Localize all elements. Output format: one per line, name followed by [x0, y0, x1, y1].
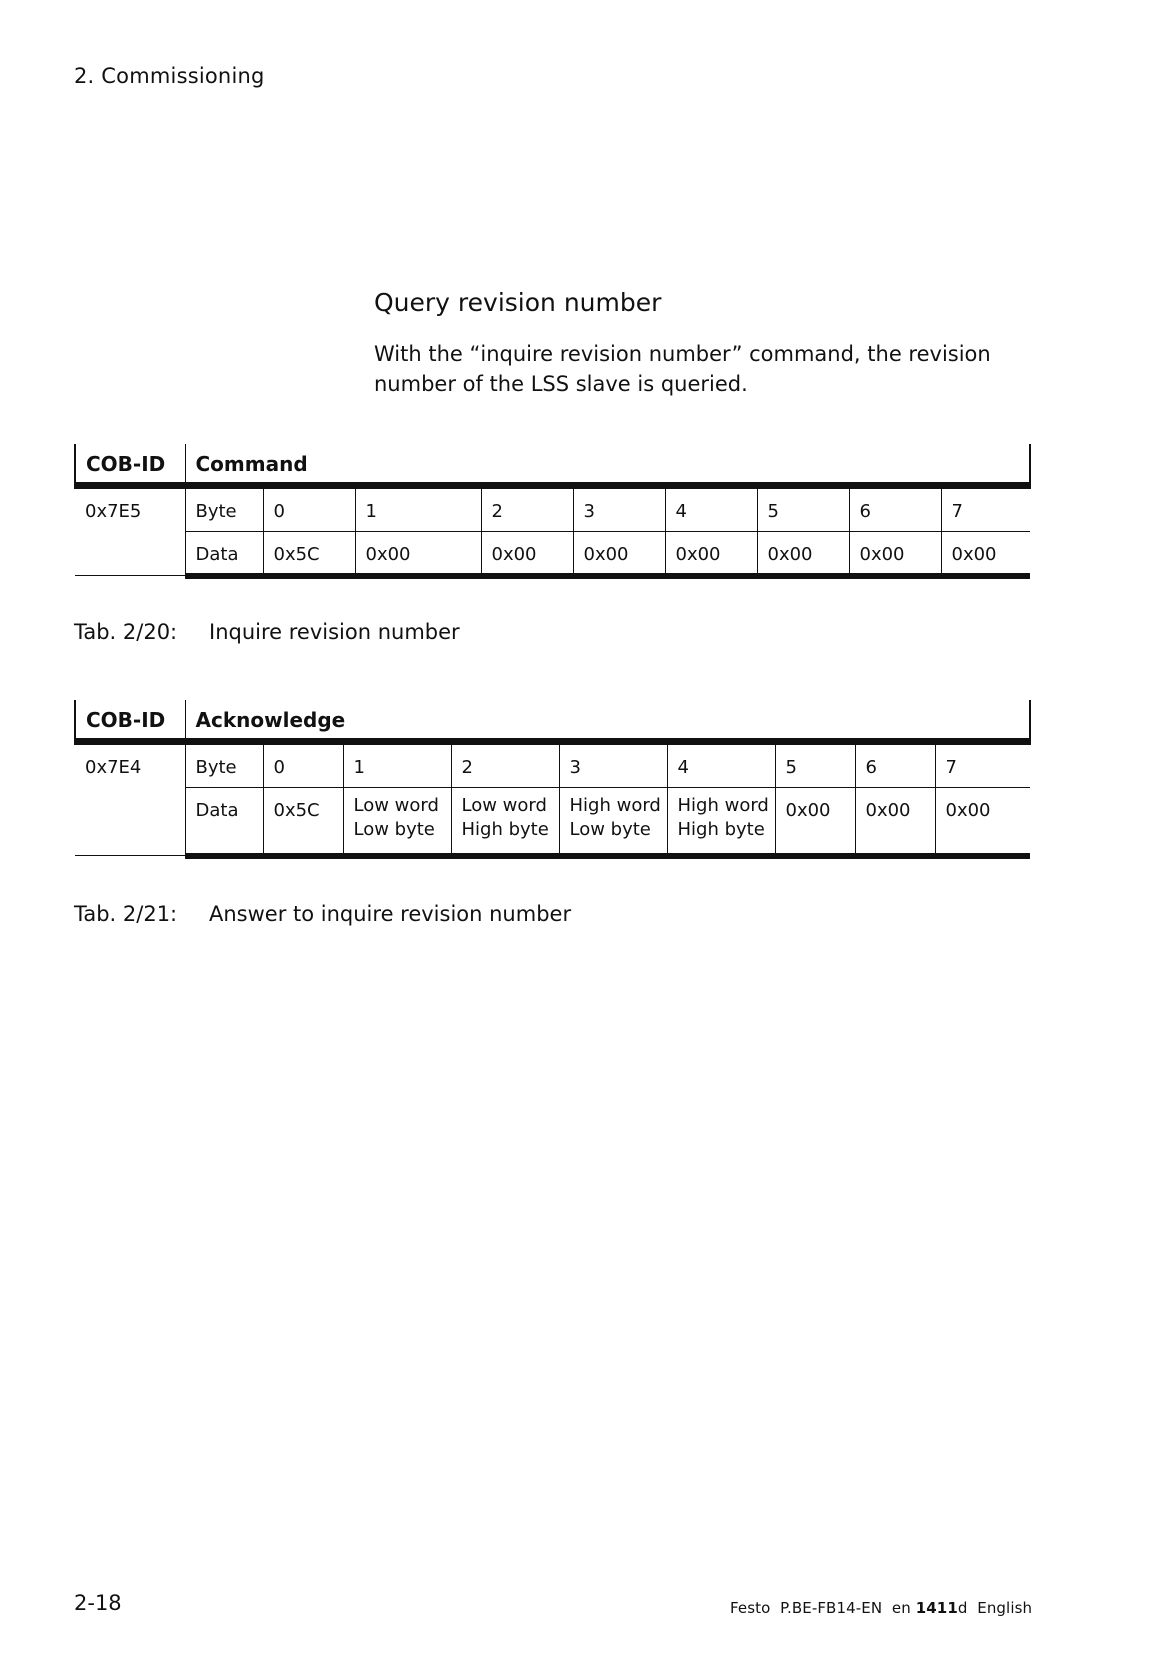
row-label-byte: Byte — [185, 742, 263, 788]
data-value — [775, 788, 855, 856]
footer-doc-info — [730, 1599, 1032, 1617]
data-value — [855, 788, 935, 856]
data-value: 0x00 — [355, 532, 481, 576]
byte-index: 2 — [481, 486, 573, 532]
byte-index: 0 — [263, 486, 355, 532]
row-label-data: Data — [185, 788, 263, 856]
byte-index: 2 — [451, 742, 559, 788]
byte-index: 5 — [775, 742, 855, 788]
caption-number: Tab. 2/21: — [74, 902, 178, 926]
caption-number: Tab. 2/20: — [74, 620, 178, 644]
data-value: 0x00 — [757, 532, 849, 576]
version-suffix: d — [957, 1599, 968, 1617]
version-number: 1411 — [915, 1599, 958, 1617]
data-line: Low byte — [569, 819, 651, 840]
byte-index: 3 — [573, 486, 665, 532]
byte-index: 7 — [935, 742, 1030, 788]
col-cob-id: COB-ID — [75, 700, 185, 742]
data-line: High word — [569, 795, 661, 816]
data-value — [263, 788, 343, 856]
data-value: 0x00 — [665, 532, 757, 576]
data-line: High byte — [461, 819, 549, 840]
row-label-byte: Byte — [185, 486, 263, 532]
byte-index: 4 — [667, 742, 775, 788]
data-value — [451, 788, 559, 856]
data-line: High word — [677, 795, 769, 816]
data-value: 0x00 — [941, 532, 1030, 576]
data-value: 0x00 — [849, 532, 941, 576]
table-header-row — [75, 444, 1030, 486]
col-cob-id: COB-ID — [75, 444, 185, 486]
doc-id: P.BE-FB14-EN — [780, 1599, 883, 1617]
publisher: Festo — [730, 1599, 771, 1617]
col-command: Command — [185, 444, 1030, 486]
data-line: 0x00 — [865, 800, 911, 821]
cob-id-value: 0x7E5 — [75, 486, 185, 576]
byte-index: 5 — [757, 486, 849, 532]
data-value: 0x5C — [263, 532, 355, 576]
table-caption — [74, 620, 460, 644]
command-table — [74, 444, 1031, 579]
data-value: 0x00 — [481, 532, 573, 576]
table-row-data — [75, 788, 1030, 856]
acknowledge-table — [74, 700, 1031, 859]
byte-index: 3 — [559, 742, 667, 788]
data-line: 0x00 — [945, 800, 991, 821]
intro-paragraph: With the “inquire revision number” command, the revision number of the LSS slave is queried. — [374, 342, 991, 396]
data-line: High byte — [677, 819, 765, 840]
byte-index: 6 — [855, 742, 935, 788]
byte-index: 1 — [343, 742, 451, 788]
cob-id-value: 0x7E4 — [75, 742, 185, 856]
row-label-data: Data — [185, 532, 263, 576]
caption-text: Answer to inquire revision number — [209, 902, 572, 926]
data-line: Low word — [353, 795, 439, 816]
byte-index: 0 — [263, 742, 343, 788]
table-caption — [74, 902, 571, 926]
data-value — [559, 788, 667, 856]
col-acknowledge: Acknowledge — [185, 700, 1030, 742]
data-value — [343, 788, 451, 856]
language: English — [977, 1599, 1033, 1617]
page-number: 2-18 — [74, 1591, 122, 1615]
lang-code: en — [891, 1599, 911, 1617]
data-line: Low byte — [353, 819, 435, 840]
section-title: Query revision number — [374, 288, 662, 317]
table-row-data — [75, 532, 1030, 576]
data-value — [667, 788, 775, 856]
table-row-byte — [75, 742, 1030, 788]
byte-index: 6 — [849, 486, 941, 532]
data-line: 0x5C — [273, 800, 320, 821]
caption-text: Inquire revision number — [209, 620, 460, 644]
data-line: Low word — [461, 795, 547, 816]
table-header-row — [75, 700, 1030, 742]
byte-index: 4 — [665, 486, 757, 532]
table-row-byte — [75, 486, 1030, 532]
data-value: 0x00 — [573, 532, 665, 576]
byte-index: 7 — [941, 486, 1030, 532]
data-line: 0x00 — [785, 800, 831, 821]
data-value — [935, 788, 1030, 856]
byte-index: 1 — [355, 486, 481, 532]
chapter-header: 2. Commissioning — [74, 64, 265, 88]
